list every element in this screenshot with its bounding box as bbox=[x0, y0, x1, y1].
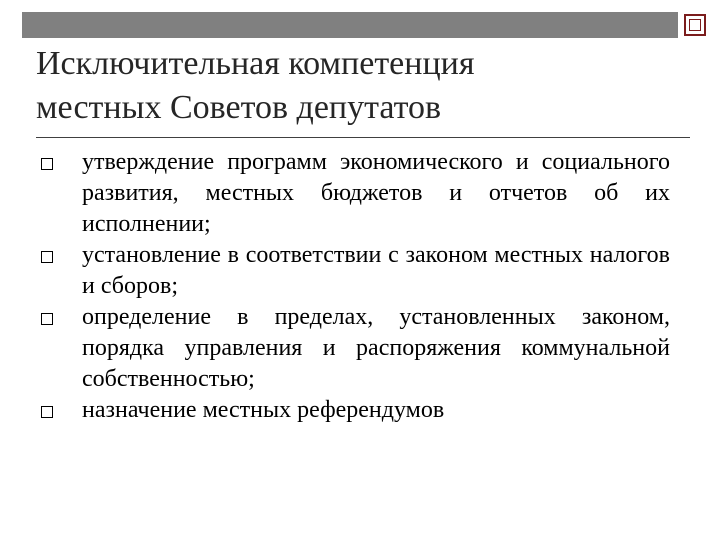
corner-square-icon bbox=[684, 14, 706, 36]
bullet-item bbox=[40, 302, 670, 395]
bullet-item bbox=[40, 395, 670, 426]
bullet-item bbox=[40, 240, 670, 302]
hollow-square-bullet-icon bbox=[41, 406, 53, 418]
title-divider bbox=[36, 137, 690, 138]
corner-square-inner bbox=[689, 19, 701, 31]
bullet-item bbox=[40, 147, 670, 240]
bullet-list bbox=[40, 147, 670, 426]
hollow-square-bullet-icon bbox=[41, 158, 53, 170]
bullet-text: определение в пределах, установленных законом, порядка управления и распоряжения коммунальной собственностью; bbox=[82, 304, 670, 392]
top-decorative-bar bbox=[22, 12, 678, 38]
bullet-text: назначение местных референдумов bbox=[82, 397, 445, 423]
title-line-2: местных Советов депутатов bbox=[36, 89, 442, 126]
bullet-text: установление в соответствии с законом местных налогов и сборов; bbox=[82, 242, 670, 299]
hollow-square-bullet-icon bbox=[41, 313, 53, 325]
slide-title bbox=[36, 42, 676, 130]
bullet-text: утверждение программ экономического и социального развития, местных бюджетов и отчетов об их исполнении; bbox=[82, 149, 670, 237]
title-line-1: Исключительная компетенция bbox=[36, 45, 475, 82]
hollow-square-bullet-icon bbox=[41, 251, 53, 263]
